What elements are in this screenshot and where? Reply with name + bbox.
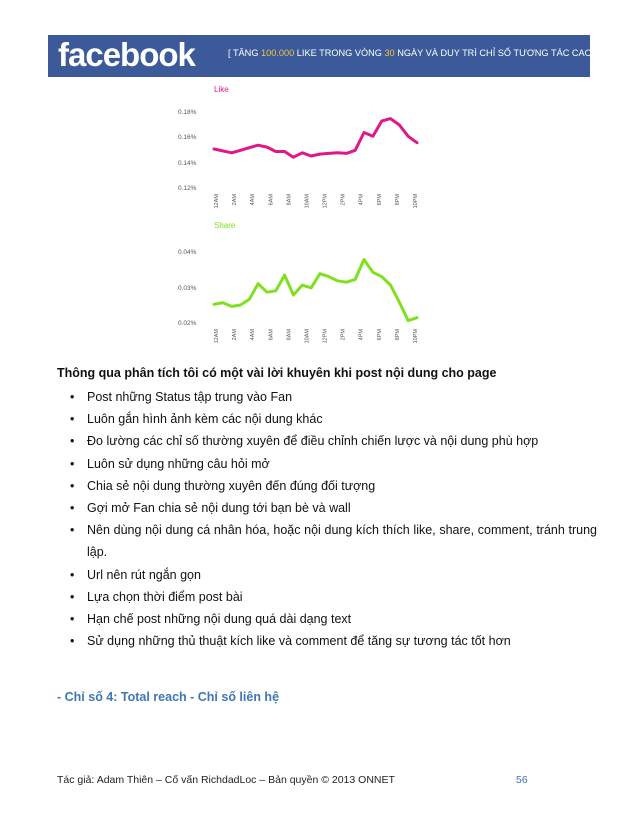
like-ytick-label: 0.14% [178, 160, 197, 167]
list-item: • Luôn gắn hình ảnh kèm các nội dung khác [57, 408, 597, 430]
charts-svg [160, 84, 430, 344]
share-xtick-label: 6AM [268, 329, 275, 341]
list-item: • Chia sẻ nội dung thường xuyên đến đúng đối tượng [57, 475, 597, 497]
share-ytick-label: 0.02% [178, 320, 197, 327]
list-item: • Hạn chế post những nội dung quá dài dạng text [57, 608, 597, 630]
like-xtick-label: 8PM [394, 194, 401, 206]
share-xtick-label: 8PM [394, 329, 401, 341]
like-ytick-label: 0.12% [178, 185, 197, 192]
share-series-line [214, 260, 417, 321]
like-xtick-label: 2AM [232, 194, 239, 206]
like-xtick-label: 4PM [358, 194, 365, 206]
like-chart-title: Like [214, 85, 229, 94]
share-xtick-label: 8AM [286, 329, 293, 341]
like-xtick-label: 4AM [250, 194, 257, 206]
like-xtick-label: 6AM [268, 194, 275, 206]
banner-tagline: [ TĂNG 100.000 LIKE TRONG VÒNG 30 NGÀY VÀ DUY TRÌ CHỈ SỐ TƯƠNG TÁC CAO ] [228, 48, 597, 58]
list-item: • Gợi mở Fan chia sẻ nội dung tới bạn bè và wall [57, 497, 597, 519]
share-xtick-label: 12AM [214, 329, 220, 344]
share-xtick-label: 4AM [250, 329, 257, 341]
share-xtick-label: 2AM [232, 329, 239, 341]
like-xtick-label: 12PM [322, 194, 329, 209]
charts-figure [160, 84, 430, 344]
like-ytick-label: 0.16% [178, 134, 197, 141]
like-ytick-label: 0.18% [178, 109, 197, 116]
share-chart-title: Share [214, 221, 236, 230]
like-xtick-label: 10AM [304, 194, 311, 209]
list-item: • Lựa chọn thời điểm post bài [57, 586, 597, 608]
list-item: • Luôn sử dụng những câu hỏi mở [57, 453, 597, 475]
share-xtick-label: 4PM [358, 329, 365, 341]
page-number: 56 [516, 774, 528, 786]
like-xtick-label: 12AM [214, 194, 220, 209]
facebook-logo: facebook [58, 36, 195, 73]
section-title: - Chỉ số 4: Total reach - Chỉ số liên hệ [57, 690, 280, 704]
share-xtick-label: 2PM [340, 329, 347, 341]
share-xtick-label: 10AM [304, 329, 311, 344]
like-series-line [214, 119, 417, 158]
list-item: • Nên dùng nội dung cá nhân hóa, hoặc nội dung kích thích like, share, comment, tránh trung lập. [57, 519, 597, 563]
advice-list [57, 386, 597, 652]
footer-text: Tác giả: Adam Thiên – Cố vấn RichdadLoc – Bản quyền © 2013 ONNET [57, 774, 395, 786]
list-item: • Url nên rút ngắn gọn [57, 564, 597, 586]
list-item: • Đo lường các chỉ số thường xuyên để điều chỉnh chiến lược và nội dung phù hợp [57, 430, 597, 452]
share-ytick-label: 0.03% [178, 285, 197, 292]
share-ytick-label: 0.04% [178, 249, 197, 256]
advice-heading: Thông qua phân tích tôi có một vài lời khuyên khi post nội dung cho page [57, 366, 497, 380]
list-item: • Post những Status tập trung vào Fan [57, 386, 597, 408]
header-banner [48, 35, 597, 77]
like-xtick-label: 6PM [376, 194, 383, 206]
like-xtick-label: 8AM [286, 194, 293, 206]
list-item: • Sử dụng những thủ thuật kích like và comment để tăng sự tương tác tốt hơn [57, 630, 597, 652]
like-xtick-label: 2PM [340, 194, 347, 206]
like-xtick-label: 10PM [413, 194, 419, 209]
share-xtick-label: 12PM [322, 329, 329, 344]
share-xtick-label: 6PM [376, 329, 383, 341]
share-xtick-label: 10PM [413, 329, 419, 344]
